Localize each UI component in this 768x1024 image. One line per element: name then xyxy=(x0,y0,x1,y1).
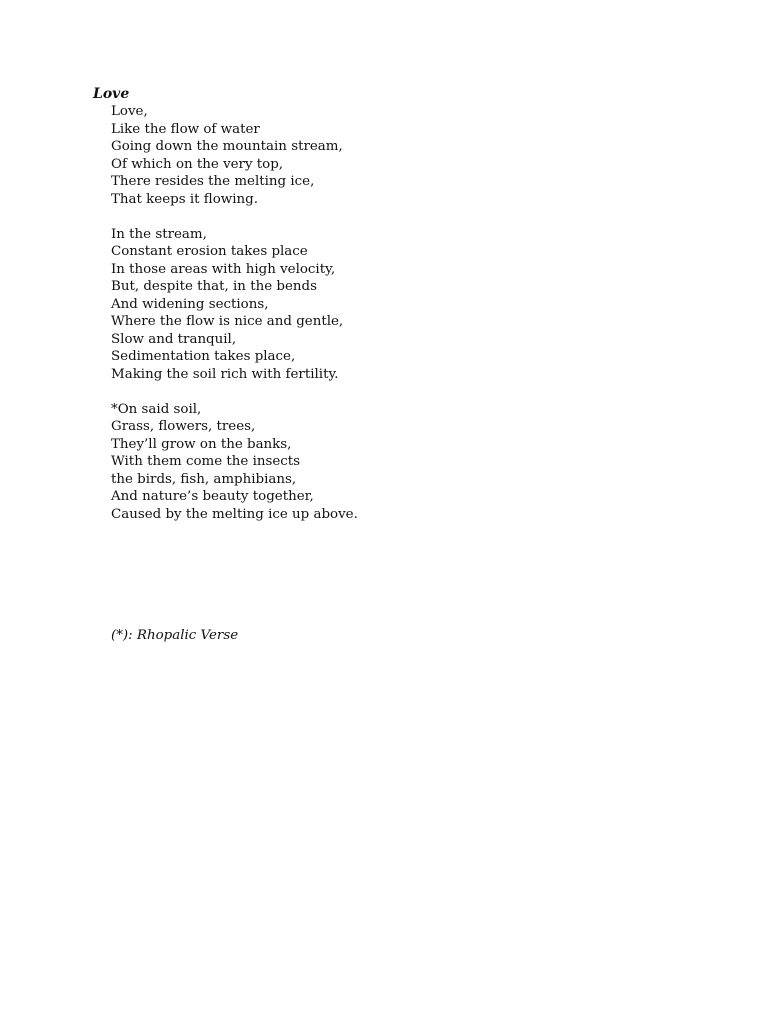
poem-line: Slow and tranquil, xyxy=(111,331,237,347)
poem-line: Of which on the very top, xyxy=(111,156,284,172)
poem-line: Going down the mountain stream, xyxy=(111,139,343,154)
poem-line: Love, xyxy=(111,104,148,119)
poem-line: They’ll grow on the banks, xyxy=(111,436,292,452)
poem-line: Making the soil rich with fertility. xyxy=(111,366,339,382)
poem-line: Grass, flowers, trees, xyxy=(111,419,256,434)
footnote: (*): Rhopalic Verse xyxy=(111,628,239,643)
poem-title: Love xyxy=(93,86,130,102)
poem-line: And nature’s beauty together, xyxy=(111,489,314,504)
poem-line: In the stream, xyxy=(111,226,207,242)
poem-body xyxy=(111,103,711,523)
poem-line: There resides the melting ice, xyxy=(111,174,315,189)
poem-line: That keeps it flowing. xyxy=(111,191,258,207)
poem-line: But, despite that, in the bends xyxy=(111,279,317,294)
poem-line: With them come the insects xyxy=(111,454,301,469)
stanza-3 xyxy=(111,401,711,524)
poem-line: Caused by the melting ice up above. xyxy=(111,506,358,522)
poem-line: Like the flow of water xyxy=(111,121,260,137)
poem-line: the birds, fish, amphibians, xyxy=(111,471,297,487)
poem-line: Sedimentation takes place, xyxy=(111,349,296,364)
stanza-2 xyxy=(111,226,711,384)
poem-line: In those areas with high velocity, xyxy=(111,261,336,277)
poem-line: *On said soil, xyxy=(111,401,202,417)
stanza-1 xyxy=(111,103,711,208)
poem-line: Constant erosion takes place xyxy=(111,244,308,259)
poem-line: And widening sections, xyxy=(111,296,269,312)
poem-line: Where the flow is nice and gentle, xyxy=(111,314,344,329)
